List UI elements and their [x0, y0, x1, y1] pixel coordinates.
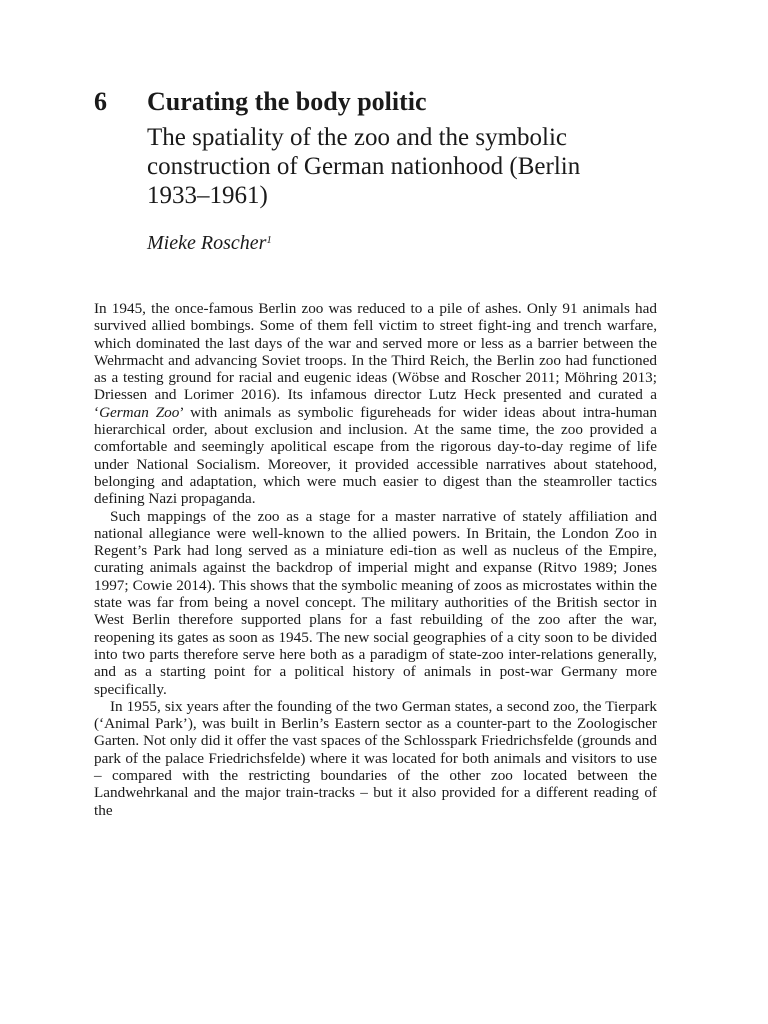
chapter-number: 6: [94, 87, 107, 116]
author-name: Mieke Roscher: [147, 232, 267, 254]
italic-term-german-zoo: German Zoo: [99, 403, 180, 421]
paragraph-1-text-b: ’ with animals as symbolic figureheads for wider ideas about intra-human hierarchical order, about exclusion and inclusion. At the same time, the zoo provided a comfortable and seemingly apolitical escape from the rigorous day-to-day regime of life under National Socialism. Moreover, it provided accessible narratives about statehood, belonging and adaptation, which were much easier to digest than the steamroller tactics defining Nazi propaganda.: [94, 403, 657, 508]
chapter-body: [94, 300, 657, 819]
paragraph-2: Such mappings of the zoo as a stage for a master narrative of stately affiliation and national allegiance were well-known to the allied powers. In Britain, the London Zoo in Regent’s Park had long served as a miniature edi-tion as well as nucleus of the Empire, curating animals against the backdrop of imperial might and expanse (Ritvo 1989; Jones 1997; Cowie 2014). This shows that the symbolic meaning of zoos as microstates within the state was far from being a novel concept. The military authorities of the British sector in West Berlin therefore supported plans for a fast rebuilding of the zoo after the war, reopening its gates as soon as 1945. The new social geographies of a city soon to be divided into two parts therefore serve here both as a paradigm of state-zoo inter-relations generally, and as a starting point for a political history of animals in post-war Germany more specifically.: [94, 507, 657, 698]
chapter-author: [147, 231, 272, 255]
chapter-subtitle: The spatiality of the zoo and the symbolic construction of German nationhood (Berlin 1933–1961): [147, 124, 581, 209]
paragraph-1: [94, 300, 657, 508]
author-footnote-marker[interactable]: 1: [266, 234, 272, 246]
chapter-title: Curating the body politic: [147, 87, 427, 116]
paragraph-3: In 1955, six years after the founding of the two German states, a second zoo, the Tierpark (‘Animal Park’), was built in Berlin’s Eastern sector as a counter-part to the Zoologischer Garten. Not only did it offer the vast spaces of the Schlosspark Friedrichsfelde (grounds and park of the palace Friedrichsfelde) where it was located for both animals and visitors to use – compared with the restricting boundaries of the other zoo located between the Landwehrkanal and the major train-tracks – but it also provided for a different reading of the: [94, 697, 657, 819]
paragraph-1-text-a: In 1945, the once-famous Berlin zoo was reduced to a pile of ashes. Only 91 animals had survived allied bombings. Some of them fell victim to street fight-ing and trench warfare, which dominated the last days of the war and served more or less as a barrier between the Wehrmacht and advancing Soviet troops. In the Third Reich, the Berlin zoo had functioned as a testing ground for racial and eugenic ideas (Wöbse and Roscher 2011; Möhring 2013; Driessen and Lorimer 2016). Its infamous director Lutz Heck presented and curated a ‘: [94, 300, 657, 421]
